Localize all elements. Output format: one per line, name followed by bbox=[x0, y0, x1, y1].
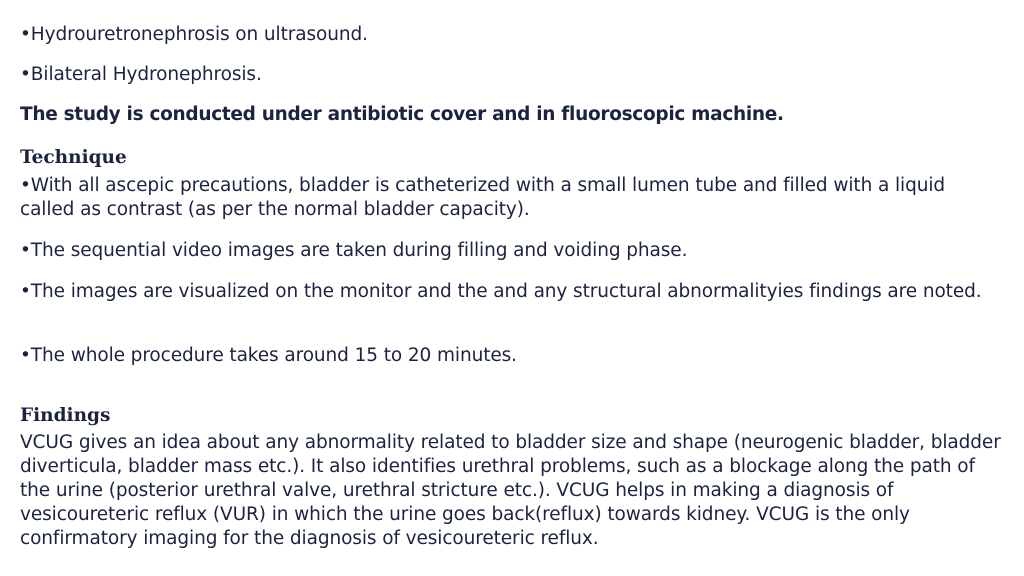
technique-heading: Technique bbox=[20, 147, 127, 168]
technique-item-video-images: •The sequential video images are taken during filling and voiding phase. bbox=[20, 240, 688, 261]
findings-heading: Findings bbox=[20, 405, 111, 426]
technique-item-monitor: •The images are visualized on the monitor and the and any structural abnormalityies findings are noted. bbox=[20, 281, 982, 302]
study-conditions-note: The study is conducted under antibiotic cover and in fluoroscopic machine. bbox=[20, 104, 784, 125]
indication-hydrouretronephrosis: •Hydrouretronephrosis on ultrasound. bbox=[20, 24, 368, 45]
technique-item-duration: •The whole procedure takes around 15 to 20 minutes. bbox=[20, 345, 517, 366]
technique-item-catheterization: •With all ascepic precautions, bladder is catheterized with a small lumen tube and filled with a liquid called as contrast (as per the normal bladder capacity). bbox=[20, 175, 946, 220]
indication-bilateral-hydronephrosis: •Bilateral Hydronephrosis. bbox=[20, 64, 262, 85]
findings-body: VCUG gives an idea about any abnormality related to bladder size and shape (neurogenic bladder, bladder diverticula, bladder mass etc.). It also identifies urethral problems, such as a blockage along the path of the urine (posterior urethral valve, urethral stricture etc.). VCUG helps in making a diagnosis of vesicoureteric reflux (VUR) in which the urine goes back(reflux) towards kidney. VCUG is the only confirmatory imaging for the diagnosis of vesicoureteric reflux. bbox=[20, 432, 1001, 549]
